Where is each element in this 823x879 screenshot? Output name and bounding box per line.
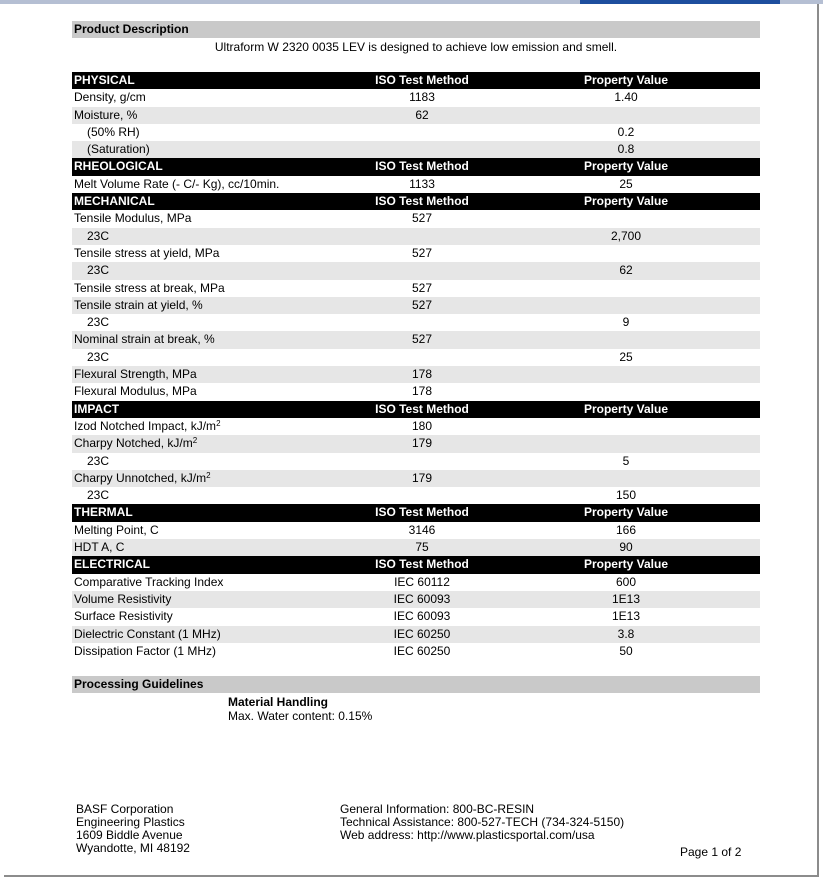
page-number: Page 1 of 2 [680,845,742,859]
table-row [72,470,760,487]
table-row [72,89,760,106]
property-name-cell: Tensile strain at yield, % [74,297,203,312]
property-name-cell: MECHANICAL [74,194,155,209]
table-row [72,626,760,643]
test-method-cell: IEC 60250 [393,626,451,641]
property-value-cell: Property Value [583,159,669,174]
property-name-cell: Flexural Modulus, MPa [74,384,197,399]
test-method-cell: 527 [411,211,433,226]
unit-superscript: 2 [206,470,211,480]
test-method-cell: IEC 60093 [393,591,451,606]
property-name-cell: Melt Volume Rate (- C/- Kg), cc/10min. [74,176,280,191]
footer-address [76,803,190,855]
property-value-cell: 3.8 [617,626,635,641]
table-row [72,280,760,297]
property-name-cell: ELECTRICAL [74,557,150,572]
table-row [72,107,760,124]
material-handling-text: Max. Water content: 0.15% [228,709,373,723]
property-value-cell: Property Value [583,557,669,572]
test-method-cell: ISO Test Method [375,505,469,520]
property-name-cell: 23C [87,315,110,330]
test-method-cell: 527 [411,245,433,260]
table-row [72,643,760,660]
table-row [72,418,760,435]
property-name-cell: 23C [87,453,110,468]
table-section-header [72,193,760,210]
table-row [72,591,760,608]
property-name-cell: THERMAL [74,505,133,520]
property-name-cell: 23C [87,488,110,503]
table-row [72,228,760,245]
table-section-header [72,556,760,573]
test-method-cell: IEC 60093 [393,609,451,624]
table-row [72,314,760,331]
table-row [72,383,760,400]
table-row [72,176,760,193]
table-row [72,539,760,556]
property-name-cell: 23C [87,228,110,243]
property-name-cell: (50% RH) [87,124,140,139]
test-method-cell: 180 [411,418,433,433]
processing-guidelines-heading: Processing Guidelines [72,676,760,693]
property-name-cell: HDT A, C [74,540,125,555]
footer-address-line: Engineering Plastics [76,815,185,829]
property-name-cell: Surface Resistivity [74,609,173,624]
property-name-cell: Tensile stress at break, MPa [74,280,225,295]
footer-contact [340,803,624,842]
table-row [72,262,760,279]
table-section-header [72,504,760,521]
table-row [72,124,760,141]
table-row [72,210,760,227]
test-method-cell: ISO Test Method [375,159,469,174]
table-row [72,331,760,348]
property-value-cell: 0.2 [617,124,635,139]
test-method-cell: ISO Test Method [375,73,469,87]
property-name-cell: RHEOLOGICAL [74,159,163,174]
table-row [72,574,760,591]
property-value-cell: Property Value [583,401,669,416]
product-description-heading: Product Description [72,21,760,38]
table-row [72,245,760,262]
test-method-cell: ISO Test Method [375,401,469,416]
footer-contact-line: Technical Assistance: 800-527-TECH (734-324-5150) [340,815,625,829]
property-value-cell: 9 [622,315,630,330]
property-value-cell: 0.8 [617,142,635,157]
document-page [4,4,819,877]
unit-superscript: 2 [192,436,198,446]
property-name-cell: Charpy Notched, $kJ/m^2$ [74,436,198,451]
table-section-header [72,158,760,175]
property-value-cell: 1E13 [611,591,641,606]
property-value-cell: 1E13 [611,609,641,624]
property-name-cell: PHYSICAL [74,73,135,87]
test-method-cell: ISO Test Method [375,557,469,572]
property-name-cell: IMPACT [74,401,120,416]
test-method-cell: 75 [415,540,429,555]
property-value-cell: 1.40 [614,90,638,105]
test-method-cell: 527 [411,280,433,295]
table-row [72,141,760,158]
footer-address-line: BASF Corporation [76,802,174,816]
property-name-cell: Volume Resistivity [74,591,172,606]
footer-contact-line: Web address: http://www.plasticsportal.com/usa [340,828,595,842]
footer-contact-line: General Information: 800-BC-RESIN [340,802,535,816]
property-name-cell: Dielectric Constant (1 MHz) [74,626,221,641]
test-method-cell: IEC 60250 [393,643,451,658]
test-method-cell: 62 [415,107,429,122]
property-name-cell: Tensile Modulus, MPa [74,211,192,226]
footer-address-line: 1609 Biddle Avenue [76,828,183,842]
property-name-cell: Dissipation Factor (1 MHz) [74,643,217,658]
property-value-cell: 166 [615,522,637,537]
test-method-cell: IEC 60112 [394,574,450,589]
test-method-cell: ISO Test Method [375,194,469,209]
unit-superscript: 2 [216,418,221,428]
table-row [72,435,760,452]
property-value-cell: Property Value [583,194,669,209]
property-name-cell: Izod Notched Impact, $kJ/m^2$ [74,418,221,433]
property-name-cell: Nominal strain at break, % [74,332,215,347]
property-name-cell: Charpy Unnotched, $kJ/m^2$ [74,470,211,485]
product-description-text: Ultraform W 2320 0035 LEV is designed to achieve low emission and smell. [214,40,618,54]
property-value-cell: 150 [615,488,637,503]
table-section-header [72,72,760,89]
property-value-cell: 90 [619,540,633,555]
test-method-cell: 527 [411,297,433,312]
property-value-cell: Property Value [583,505,669,520]
property-value-cell: 50 [619,643,633,658]
test-method-cell: 1183 [409,90,435,105]
table-row [72,522,760,539]
property-value-cell: 62 [619,263,633,278]
table-row [72,608,760,625]
table-row [72,349,760,366]
property-value-cell: 600 [615,574,637,589]
property-value-cell: 25 [619,349,633,364]
property-name-cell: Moisture, % [74,107,138,122]
table-row [72,453,760,470]
property-table [72,72,760,660]
material-handling-heading: Material Handling [228,695,329,709]
table-section-header [72,401,760,418]
property-name-cell: Comparative Tracking Index [74,574,224,589]
table-row [72,366,760,383]
property-name-cell: (Saturation) [87,142,150,157]
test-method-cell: 179 [411,470,433,485]
test-method-cell: 178 [411,384,433,399]
test-method-cell: 179 [411,436,433,451]
property-name-cell: Flexural Strength, MPa [74,367,197,382]
property-name-cell: 23C [87,349,110,364]
test-method-cell: 178 [411,367,433,382]
property-value-cell: 2,700 [610,228,642,243]
table-row [72,297,760,314]
property-name-cell: Tensile stress at yield, MPa [74,245,220,260]
footer-address-line: Wyandotte, MI 48192 [76,841,190,855]
test-method-cell: 3146 [408,522,436,537]
property-value-cell: Property Value [583,73,669,87]
property-value-cell: 5 [622,453,630,468]
property-name-cell: Density, g/cm [74,90,146,105]
property-name-cell: 23C [87,263,110,278]
test-method-cell: 1133 [409,176,435,191]
property-name-cell: Melting Point, C [74,522,159,537]
property-value-cell: 25 [619,176,633,191]
test-method-cell: 527 [411,332,433,347]
table-row [72,487,760,504]
